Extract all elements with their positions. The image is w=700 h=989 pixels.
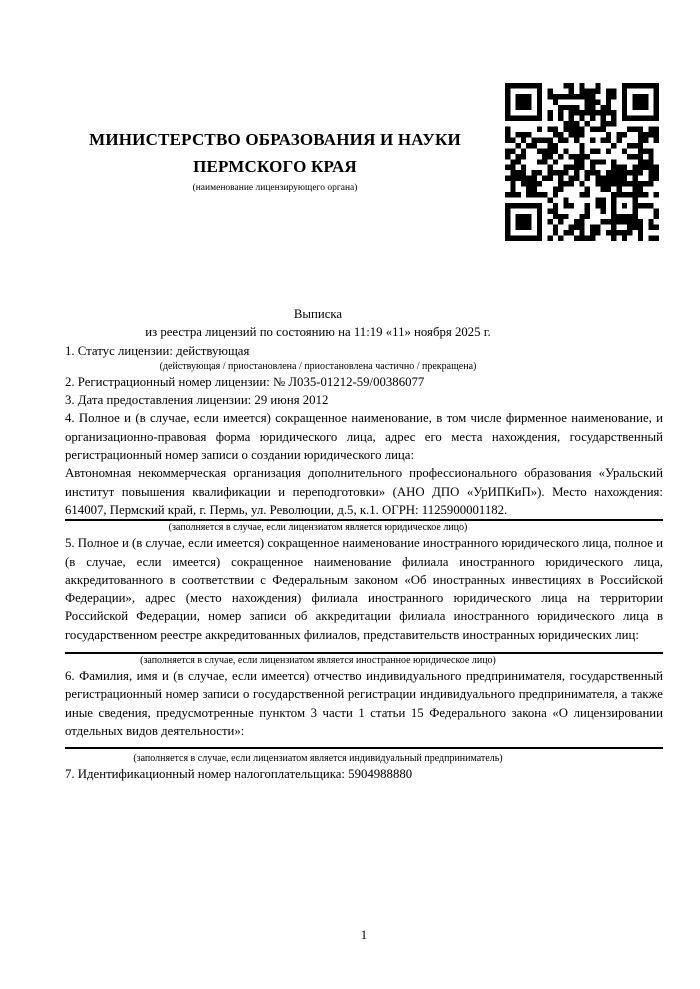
item-4-caption: (заполняется в случае, если лицензиатом является юридическое лицо) (168, 522, 468, 534)
item-5-blank-fill-line (65, 644, 663, 654)
item-1-license-status: 1. Статус лицензии: действующая (65, 343, 250, 358)
item-6-entrepreneur-label: 6. Фамилия, имя и (в случае, если имеется) отчество индивидуального предпринимателя, государственный регистрационный номер записи о государственной регистрации индивидуального предпринимателя, а также иные сведения, предусмотренные пунктом 3 части 1 статьи 15 Федерального закона «О лицензировании отдельных видов деятельности»: (65, 669, 663, 738)
item-1-caption: (действующая / приостановлена / приостановлена частично / прекращена) (159, 360, 477, 372)
page-number: 1 (360, 928, 368, 942)
item-6-caption: (заполняется в случае, если лицензиатом является индивидуальный предприниматель) (133, 753, 503, 765)
extract-title-block (65, 305, 571, 342)
item-3-license-date: 3. Дата предоставления лицензии: 29 июня 2012 (65, 393, 329, 408)
licensing-authority-block (65, 126, 485, 195)
item-2-registration-number: 2. Регистрационный номер лицензии: № Л035-01212-59/00386077 (65, 374, 425, 389)
qr-code-icon (505, 83, 659, 241)
item-5-foreign-entity-label: 5. Полное и (в случае, если имеется) сокращенное наименование иностранного юридического лица, полное и (в случае, если имеется) сокращенное наименование филиала иностранного юридического лица, аккредитованного в соответствии с Федеральным законом «Об иностранных инвестициях в Российской Федерации», адрес (место нахождения) филиала иностранного юридического лица на территории Российской Федерации, номер записи об аккредитации филиала иностранного юридического лица в государственном реестре аккредитованных филиалов, представительств иностранных юридических лиц: (65, 536, 663, 642)
item-4-legal-entity-label: 4. Полное и (в случае, если имеется) сокращенное наименование, в том числе фирменное наименование, и организационно-правовая форма юридического лица, адрес его места нахождения, государственный регистрационный номер записи о создании юридического лица: (65, 411, 663, 463)
licensing-authority-name-line2: ПЕРМСКОГО КРАЯ (193, 157, 357, 176)
licensing-authority-name-line1: МИНИСТЕРСТВО ОБРАЗОВАНИЯ И НАУКИ (89, 130, 461, 149)
extract-subtitle: из реестра лицензий по состоянию на 11:19 «11» ноября 2025 г. (145, 325, 491, 340)
item-7-taxpayer-number: 7. Идентификационный номер налогоплательщика: 5904988880 (65, 767, 413, 782)
extract-title: Выписка (293, 307, 343, 321)
item-6-blank-fill-line (65, 740, 663, 749)
licensing-authority-caption: (наименование лицензирующего органа) (192, 183, 358, 193)
item-5-caption: (заполняется в случае, если лицензиатом является иностранное юридическое лицо) (140, 655, 496, 667)
item-4-legal-entity-value: Автономная некоммерческая организация дополнительного профессионального образования «Уральский институт повышения квалификации и переподготовки» (АНО ДПО «УрИПКиП»). Место нахождения: 614007, Пермский край, г. Пермь, ул. Революции, д.5, к.1. ОГРН: 1125900001182. (65, 464, 663, 521)
document-header (65, 0, 663, 260)
